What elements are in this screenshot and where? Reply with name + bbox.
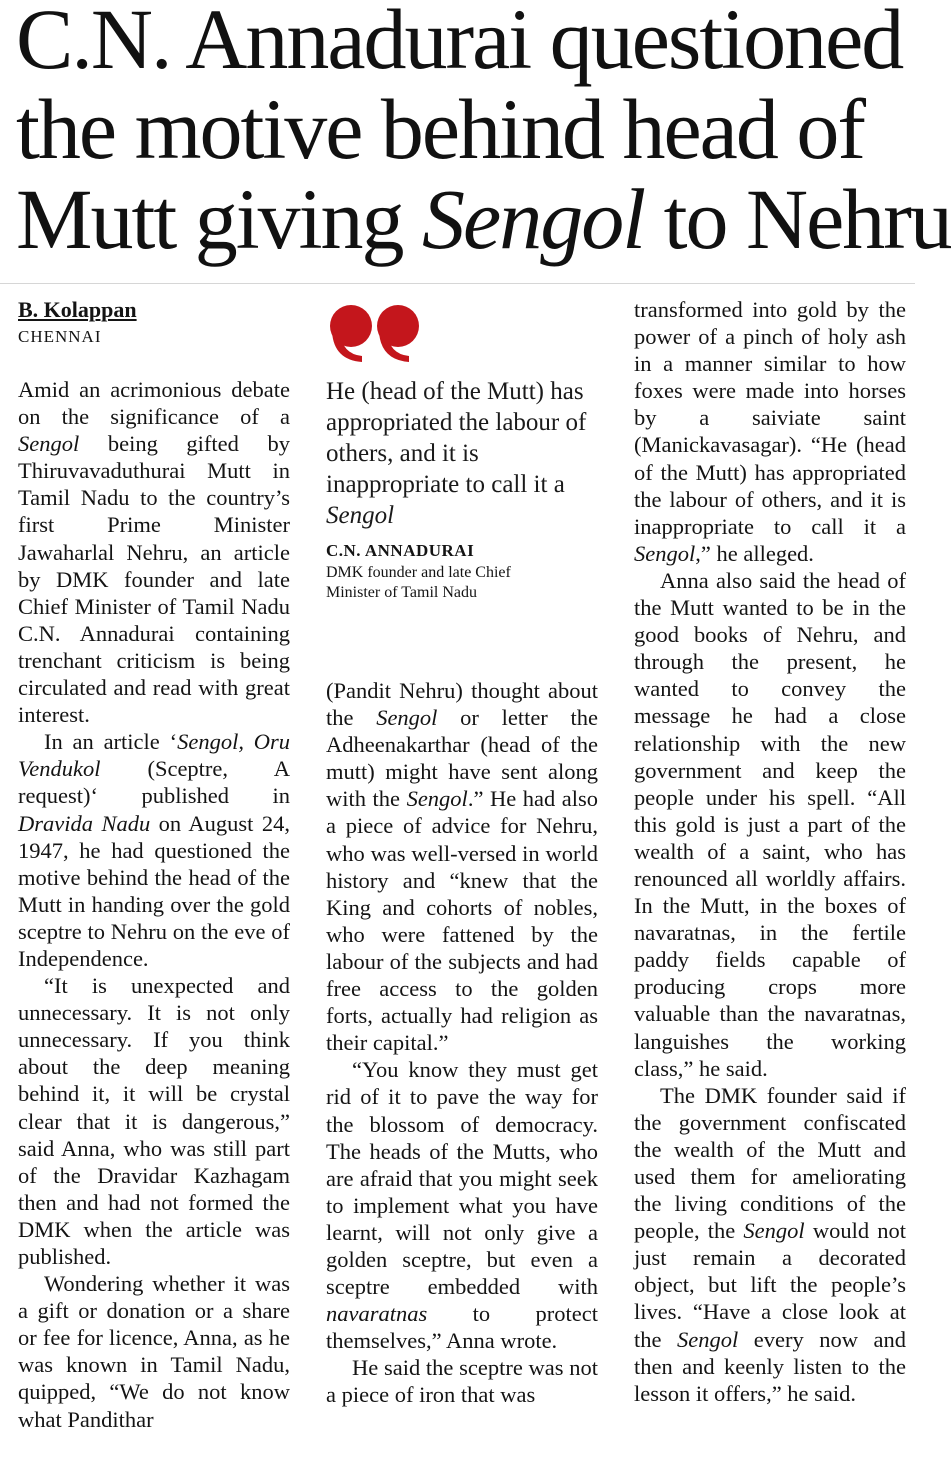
quote-attribution-name: C.N. ANNADURAI [326,541,475,560]
article-column-1 [18,376,290,1456]
pull-quote-text: He (head of the Mutt) has appropriated the labour of others, and it is inappropriate to call it a Sengol [326,378,587,529]
quote-marks-icon [328,302,424,366]
paragraph: (Pandit Nehru) thought about the Sengol or letter the Adheenakarthar (head of the mutt) might have sent along with the Sengol.” He had also a piece of advice for Nehru, who was well-versed in world history and “knew that the King and cohorts of nobles, who were fattened by the labour of the subjects and had free access to the golden forts, actually had religion as their capital.” [326,678,598,1056]
headline-line [16,171,951,267]
paragraph: He said the sceptre was not a piece of iron that was [326,1355,598,1408]
article-column-3 [634,296,906,1456]
pull-quote [326,302,601,603]
paragraph: Anna also said the head of the Mutt wanted to be in the good books of Nehru, and through the present, he wanted to convey the message he had a close relationship with the new government and keep the people under his spell. “All this gold is just a part of the wealth of a saint, who has renounced all worldly affairs. In the Mutt, in the boxes of navaratnas, in the fertile paddy fields capable of producing crops more valuable than the navaratnas, languishes the working class,” he said. [634,567,906,1081]
byline [18,297,137,347]
author-name[interactable]: B. Kolappan [18,297,137,322]
headline-line: the motive behind head of [16,81,864,177]
headline-text: to Nehru [644,171,951,267]
headline-line: C.N. Annadurai questioned [16,0,903,87]
headline-text: Mutt giving [16,171,423,267]
headline-divider [0,283,915,284]
paragraph: transformed into gold by the power of a pinch of holy ash in a manner similar to how foxes were made into horses by a saiviate saint (Manickavasagar). “He (head of the Mutt) has appropriated the labour of others, and it is inappropriate to call it a Sengol,” he alleged. [634,297,906,566]
paragraph: “It is unexpected and unnecessary. It is not only unnecessary. If you think about the deep meaning behind it, it will be crystal clear that it is dangerous,” said Anna, who was still part of the Dravidar Kazhagam then and had not formed the DMK when the article was published. [18,973,290,1269]
headline [16,0,951,267]
paragraph: The DMK founder said if the government confiscated the wealth of the Mutt and used them for ameliorating the living conditions of the people, the Sengol would not just remain a decorated object, but lift the people’s lives. “Have a close look at the Sengol every now and then and keenly listen to the lesson it offers,” he said. [634,1082,906,1406]
paragraph: Wondering whether it was a gift or donation or a share or fee for licence, Anna, as he was known in Tamil Nadu, quipped, “We do not know what Pandithar [18,1271,290,1432]
article-column-2 [326,677,598,1456]
paragraph: Amid an acrimonious debate on the significance of a Sengol being gifted by Thiruvavaduthurai Mutt in Tamil Nadu to the country’s first Prime Minister Jawaharlal Nehru, an article by DMK founder and late Chief Minister of Tamil Nadu C.N. Annadurai containing trenchant criticism is being circulated and read with great interest. [18,377,290,728]
quote-attribution-role: DMK founder and late Chief Minister of Tamil Nadu [326,564,511,601]
dateline-place: CHENNAI [18,327,102,346]
headline-italic: Sengol [422,171,645,267]
paragraph: “You know they must get rid of it to pave the way for the blossom of democracy. The heads of the Mutts, who are afraid that you might seek to implement what you have learnt, will not only give a golden sceptre, but even a sceptre embedded with navaratnas to protect themselves,” Anna wrote. [326,1057,598,1354]
paragraph: In an article ‘Sengol, Oru Vendukol (Sceptre, A request)‘ published in Dravida Nadu on August 24, 1947, he had questioned the motive behind the head of the Mutt in handing over the gold sceptre to Nehru on the eve of Independence. [18,729,291,971]
